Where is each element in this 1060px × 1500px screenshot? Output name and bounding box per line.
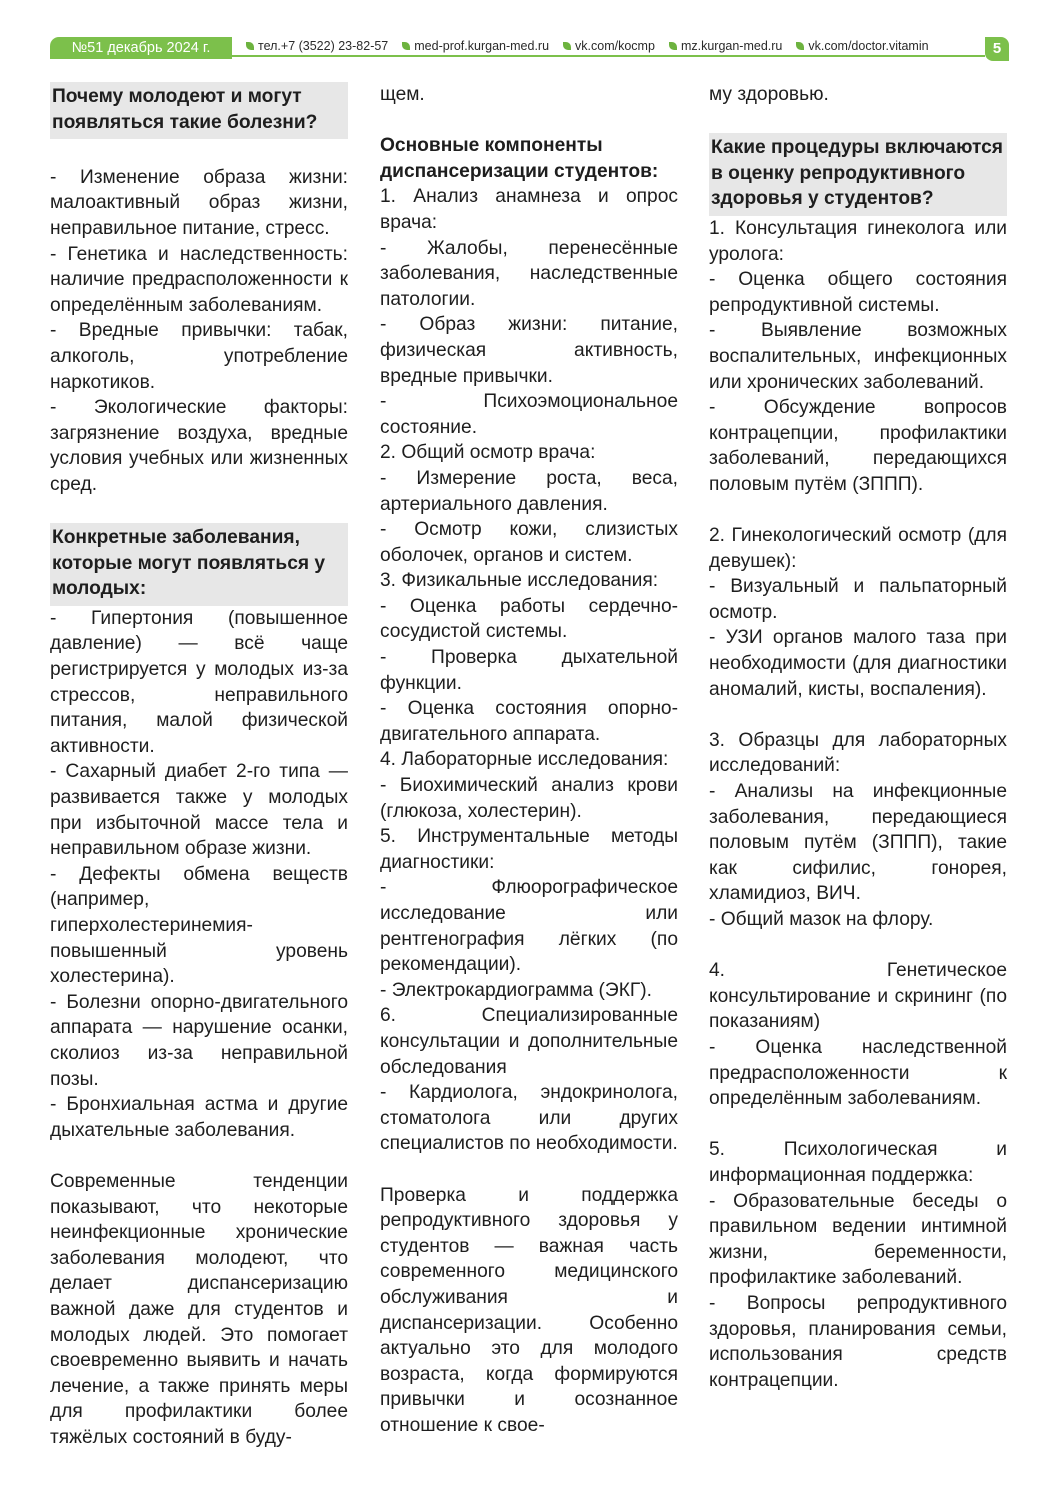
paragraph: - Измерение роста, веса, артериального давления. [380, 467, 678, 515]
leaf-icon [563, 42, 571, 50]
paragraph: 6. Специализированные консультации и дополнительные обследования [380, 1005, 678, 1078]
spacer [709, 933, 1007, 959]
paragraph: - Оценка наследственной предрасположенности к определённым заболеваниям. [709, 1036, 1007, 1110]
paragraph: Проверка и поддержка репродуктивного здоровья у студентов — важная часть современного медицинского обслуживания и диспансеризации. Особенно актуально это для молодого возраста, когда формируются привычки и осознанное отношение к свое- [380, 1184, 678, 1436]
paragraph: - Психоэмоциональное состояние. [380, 391, 678, 438]
column-1 [50, 82, 348, 1450]
paragraph: - Оценка работы сердечно-сосудистой системы. [380, 595, 678, 643]
column-3 [709, 82, 1007, 1393]
contact-text: vk.com/doctor.vitamin [808, 39, 929, 53]
page-header [0, 0, 1060, 62]
paragraph: 2. Общий осмотр врача: [380, 442, 596, 464]
paragraph: - Выявление возможных воспалительных, инфекционных или хронических заболеваний. [709, 320, 1007, 393]
contacts-bar [246, 37, 929, 55]
paragraph: - УЗИ органов малого таза при необходимости (для диагностики аномалий, кисты, воспаления). [709, 627, 1007, 700]
paragraph: Современные тенденции показывают, что некоторые неинфекционные хронические заболевания молодеют, что делает диспансеризацию важной даже для студентов и молодых людей. Это помогает своевременно выявить и начать лечение, а также принять меры для профилактики более тяжёлых состояний в буду- [50, 1170, 348, 1448]
paragraph: 4. Лабораторные исследования: [380, 749, 669, 771]
paragraph: 4. Генетическое консультирование и скрининг (по показаниям) [709, 960, 1007, 1033]
paragraph: - Биохимический анализ крови (глюкоза, холестерин). [380, 775, 678, 822]
paragraph: - Визуальный и пальпаторный осмотр. [709, 576, 1007, 623]
paragraph: - Гипертония (повышенное давление) — всё чаще регистрируется у молодых из-за стрессов, неправильного питания, малой физической активности. [50, 607, 348, 757]
spacer [709, 498, 1007, 524]
spacer [709, 108, 1007, 134]
paragraph: - Жалобы, перенесённые заболевания, наследственные патологии. [380, 237, 678, 310]
issue-badge: №51 декабрь 2024 г. [50, 37, 232, 59]
paragraph: - Вредные привычки: табак, алкоголь, употребление наркотиков. [50, 320, 348, 393]
page-number: 5 [985, 37, 1009, 61]
paragraph: 1. Консультация гинеколога или уролога: [709, 217, 1007, 265]
paragraph: 2. Гинекологический осмотр (для девушек): [709, 525, 1007, 572]
paragraph: - Осмотр кожи, слизистых оболочек, органов и систем. [380, 519, 678, 566]
paragraph: - Бронхиальная астма и другие дыхательные заболевания. [50, 1094, 348, 1141]
paragraph: 3. Образцы для лабораторных исследований: [709, 729, 1007, 777]
paragraph: - Общий мазок на флору. [709, 909, 934, 930]
contact-website[interactable] [402, 37, 549, 55]
paragraph-continuation: щем. [380, 84, 425, 105]
section-heading: Основные компоненты диспансеризации студентов: [380, 135, 659, 182]
spacer [50, 139, 348, 165]
section-heading: Какие процедуры включаются в оценку репродуктивного здоровья у студентов? [709, 133, 1007, 216]
contact-phone [246, 37, 388, 55]
paragraph: - Экологические факторы: загрязнение воздуха, вредные условия учебных или жизненных сред. [50, 397, 348, 495]
leaf-icon [402, 42, 410, 50]
spacer [50, 1143, 348, 1169]
contact-mz-site[interactable] [669, 37, 782, 55]
section-heading: Почему молодеют и могут появляться такие болезни? [50, 82, 348, 139]
spacer [709, 1112, 1007, 1138]
paragraph: - Обсуждение вопросов контрацепции, профилактики заболеваний, передающихся половым путём (ЗППП). [709, 397, 1007, 495]
paragraph: 3. Физикальные исследования: [380, 570, 659, 592]
paragraph: - Проверка дыхательной функции. [380, 647, 678, 694]
paragraph: - Дефекты обмена веществ (например, гиперхолестеринемия-повышенный уровень холестерина). [50, 863, 348, 988]
leaf-icon [796, 42, 804, 50]
contact-text: vk.com/kocmp [575, 39, 655, 53]
paragraph: - Вопросы репродуктивного здоровья, планирования семьи, использования средств контрацепции. [709, 1292, 1007, 1391]
paragraph: - Образ жизни: питание, физическая активность, вредные привычки. [380, 314, 678, 387]
spacer [709, 702, 1007, 728]
section-heading: Конкретные заболевания, которые могут появляться у молодых: [50, 523, 348, 606]
spacer [380, 1157, 678, 1183]
leaf-icon [246, 42, 254, 50]
paragraph: 5. Психологическая и информационная поддержка: [709, 1139, 1007, 1186]
contact-vk-kocmp[interactable] [563, 37, 655, 55]
paragraph: - Флюорографическое исследование или рентгенография лёгких (по рекомендации). [380, 877, 678, 976]
paragraph: - Болезни опорно-двигательного аппарата — нарушение осанки, сколиоз из-за неправильной позы. [50, 991, 348, 1090]
paragraph: - Образовательные беседы о правильном ведении интимной жизни, беременности, профилактике заболеваний. [709, 1190, 1007, 1289]
contact-text: mz.kurgan-med.ru [680, 39, 783, 53]
paragraph-continuation: му здоровью. [709, 84, 829, 105]
paragraph: 5. Инструментальные методы диагностики: [380, 826, 678, 873]
paragraph: 1. Анализ анамнеза и опрос врача: [380, 186, 678, 233]
contact-vk-doctor[interactable] [796, 37, 928, 55]
paragraph: - Оценка состояния опорно-двигательного аппарата. [380, 698, 678, 745]
paragraph: - Анализы на инфекционные заболевания, передающиеся половым путём (ЗППП), такие как сифилис, гонорея, хламидиоз, ВИЧ. [709, 781, 1007, 905]
paragraph: - Изменение образа жизни: малоактивный образ жизни, неправильное питание, стресс. [50, 166, 348, 239]
spacer [50, 498, 348, 524]
column-2 [380, 82, 678, 1438]
leaf-icon [669, 42, 677, 50]
paragraph: - Кардиолога, эндокринолога, стоматолога или других специалистов по необходимости. [380, 1082, 678, 1155]
paragraph: - Сахарный диабет 2-го типа — развивается также у молодых при избыточной массе тела и неправильном образе жизни. [50, 761, 348, 860]
paragraph: - Электрокардиограмма (ЭКГ). [380, 979, 652, 1001]
contact-text: med-prof.kurgan-med.ru [414, 39, 550, 53]
header-rule [232, 55, 985, 57]
paragraph: - Оценка общего состояния репродуктивной системы. [709, 269, 1007, 316]
contact-text: тел.+7 (3522) 23-82-57 [258, 39, 389, 53]
paragraph: - Генетика и наследственность: наличие предрасположенности к определённым заболеваниям. [50, 243, 348, 316]
spacer [380, 108, 678, 134]
